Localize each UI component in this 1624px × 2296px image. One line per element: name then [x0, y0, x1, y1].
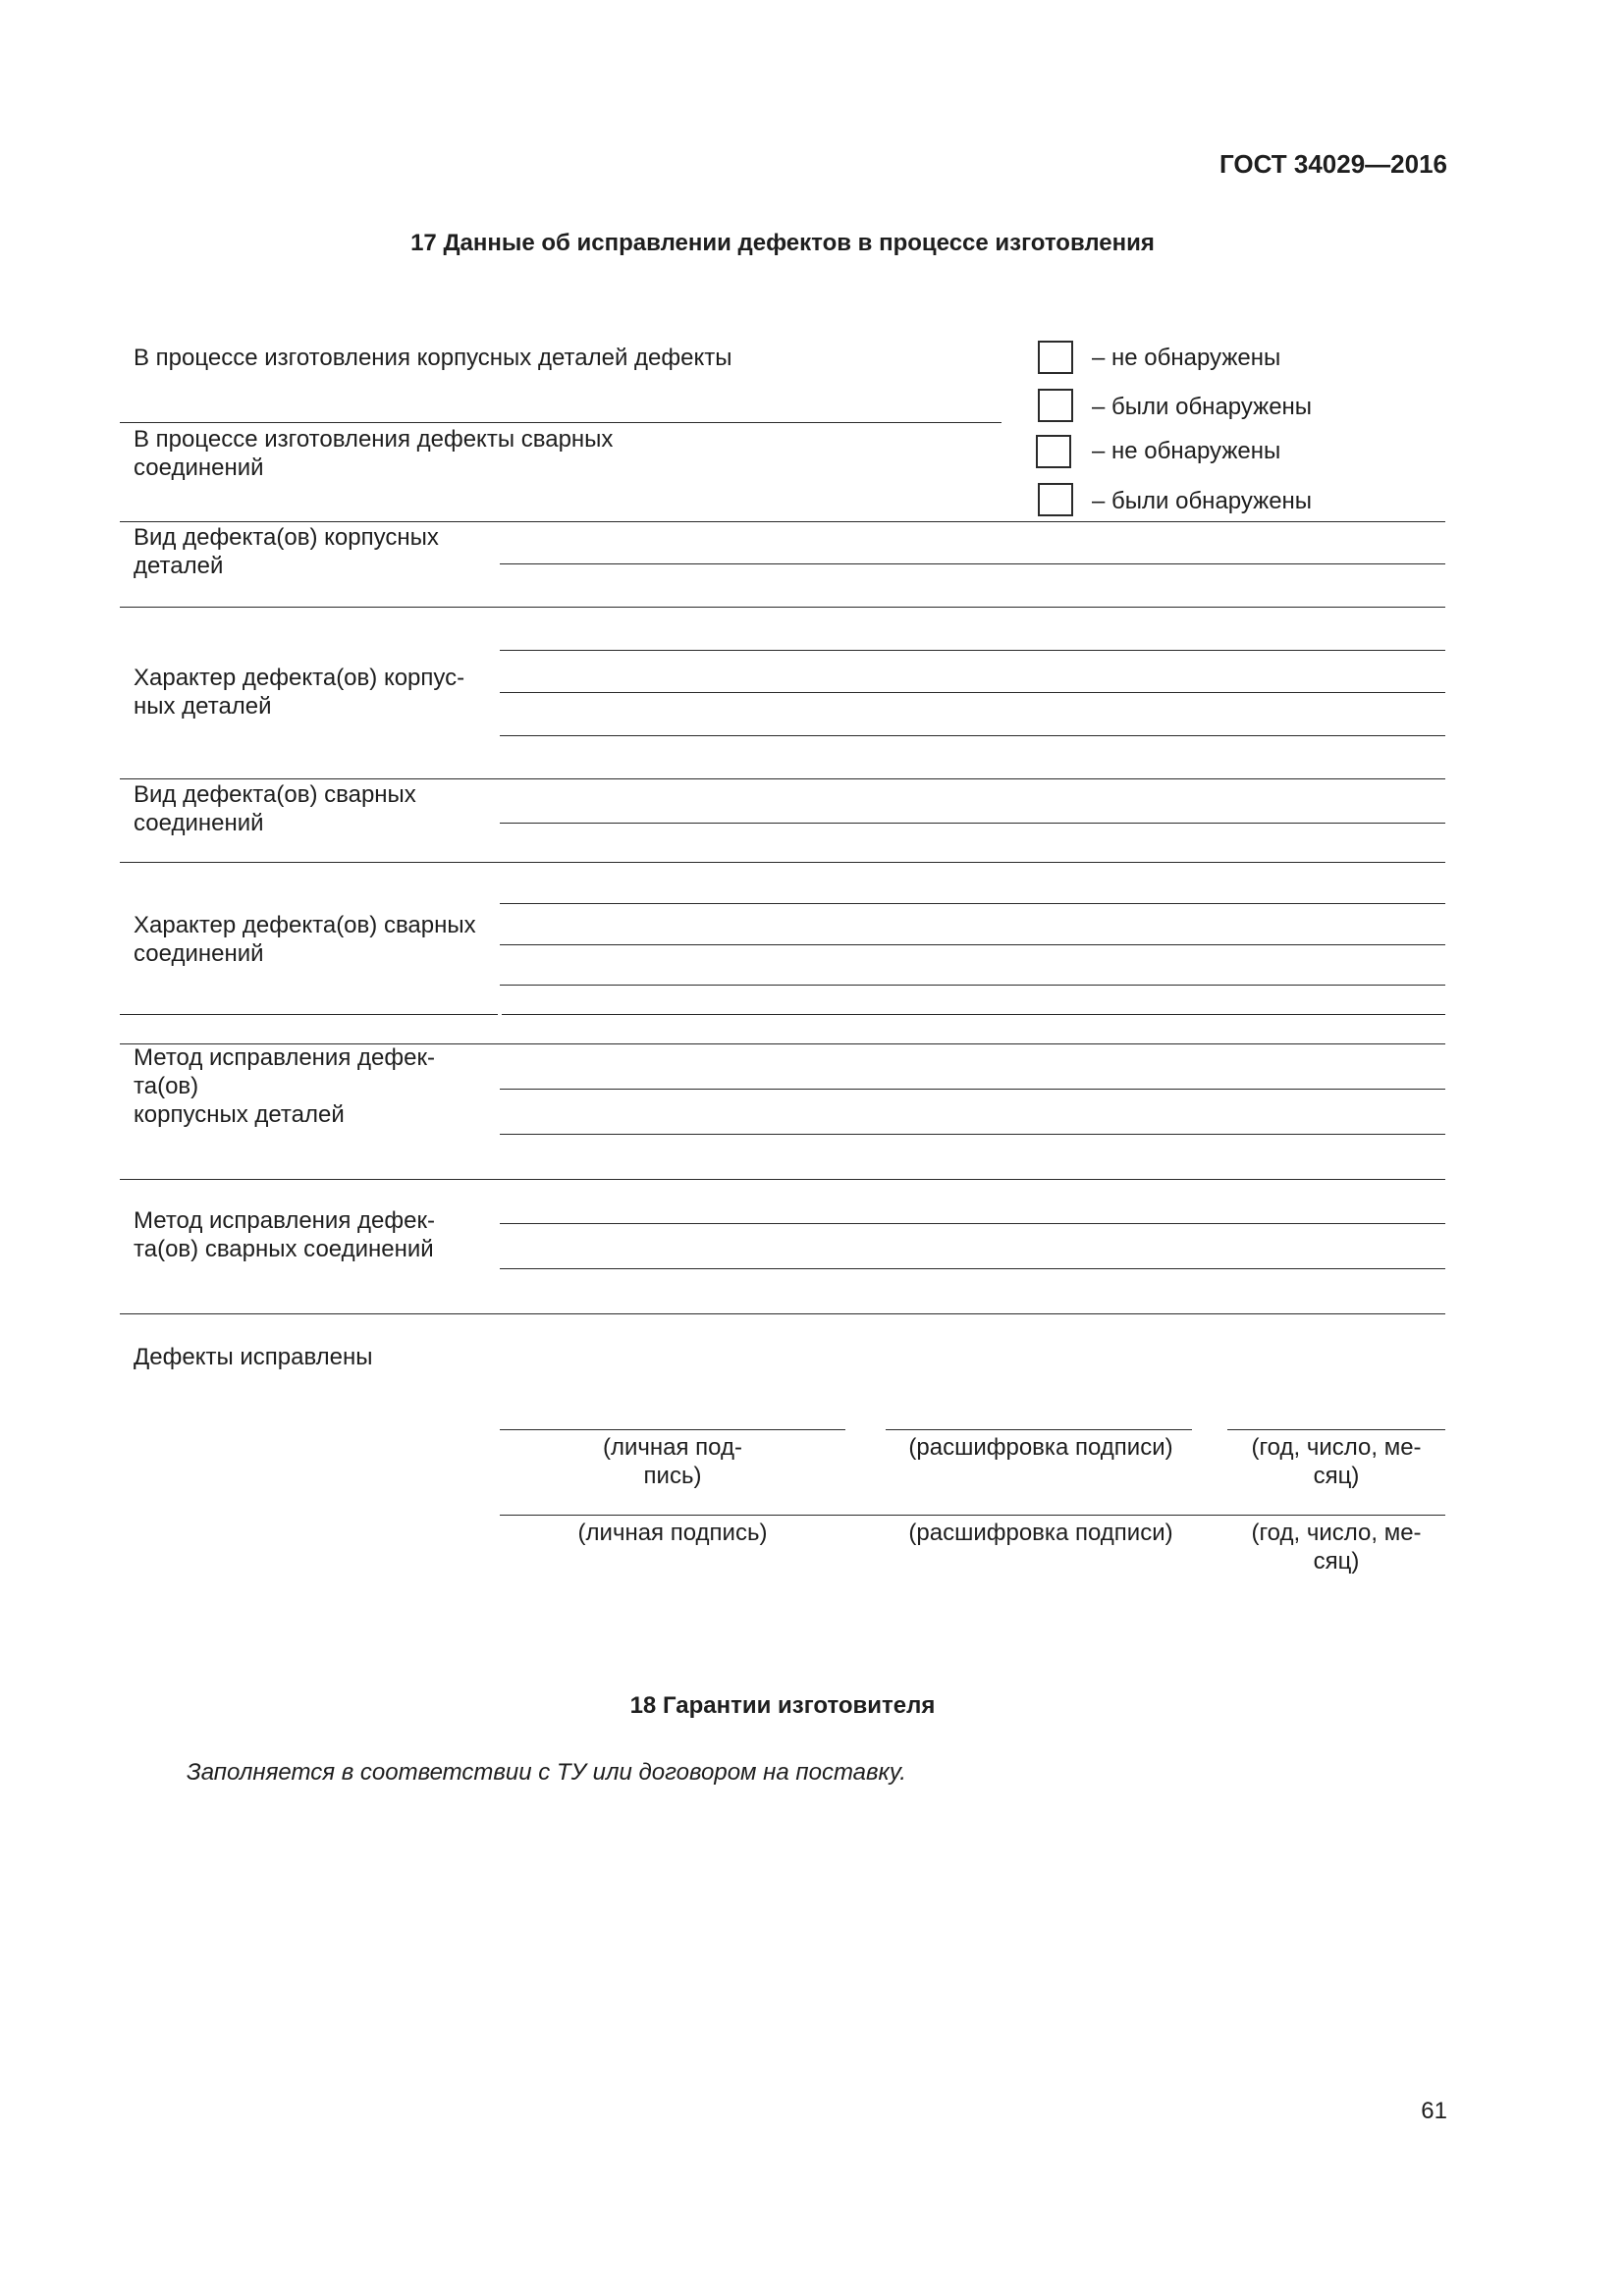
- section-17-title: 17 Данные об исправлении дефектов в процессе изготовления: [410, 230, 1155, 256]
- weld-defect-nature-label: Характер дефекта(ов) сварных соединений: [134, 912, 476, 967]
- weld-not-found-label: – не обнаружены: [1092, 438, 1281, 464]
- section-18-note: Заполняется в соответствии с ТУ или договором на поставку.: [187, 1759, 906, 1786]
- signature-date-caption: (год, число, ме- сяц): [1251, 1434, 1422, 1489]
- weld-defect-type-input-line[interactable]: [500, 823, 1445, 824]
- signature-date-line[interactable]: [1227, 1429, 1445, 1430]
- body-fix-method-input-line[interactable]: [500, 1134, 1445, 1135]
- body-defect-nature-input-line[interactable]: [500, 650, 1445, 651]
- separator-line: [120, 862, 1445, 863]
- page-number: 61: [1421, 2098, 1447, 2124]
- body-not-found-label: – не обнаружены: [1092, 345, 1281, 371]
- separator-line: [502, 1014, 1445, 1015]
- body-defect-nature-input-line[interactable]: [500, 735, 1445, 736]
- signature-line[interactable]: [500, 1429, 845, 1430]
- signature-decode-line[interactable]: [886, 1429, 1192, 1430]
- section-18-title: 18 Гарантии изготовителя: [629, 1692, 936, 1719]
- weld-found-checkbox[interactable]: [1038, 483, 1073, 516]
- weld-fix-method-label: Метод исправления дефек- та(ов) сварных соединений: [134, 1207, 435, 1262]
- defects-fixed-label: Дефекты исправлены: [134, 1344, 373, 1370]
- weld-fix-method-input-line[interactable]: [500, 1223, 1445, 1224]
- body-defect-type-input-line[interactable]: [500, 563, 1445, 564]
- weld-not-found-checkbox[interactable]: [1036, 435, 1071, 468]
- signature-decode-caption: (расшифровка подписи): [908, 1520, 1173, 1546]
- weld-fix-method-input-line[interactable]: [500, 1268, 1445, 1269]
- body-defect-nature-input-line[interactable]: [500, 692, 1445, 693]
- separator-line: [120, 1179, 1445, 1180]
- document-standard-number: ГОСТ 34029—2016: [1219, 149, 1447, 179]
- separator-line: [120, 778, 1445, 779]
- weld-defect-nature-input-line[interactable]: [500, 985, 1445, 986]
- separator-line: [120, 1313, 1445, 1314]
- body-fix-method-label: Метод исправления дефек- та(ов) корпусных деталей: [134, 1044, 435, 1128]
- signature-personal-caption: (личная подпись): [577, 1520, 768, 1546]
- signature-decode-caption: (расшифровка подписи): [908, 1434, 1173, 1461]
- body-not-found-checkbox[interactable]: [1038, 341, 1073, 374]
- signature-date-caption: (год, число, ме- сяц): [1251, 1520, 1422, 1575]
- weld-defect-type-label: Вид дефекта(ов) сварных соединений: [134, 781, 416, 836]
- body-fix-method-input-line[interactable]: [500, 1089, 1445, 1090]
- separator-line: [120, 607, 1445, 608]
- body-found-label: – были обнаружены: [1092, 394, 1313, 420]
- separator-line: [120, 521, 1445, 522]
- weld-defects-question: В процессе изготовления дефекты сварных соединений: [134, 426, 614, 481]
- separator-line: [120, 1014, 498, 1015]
- signature-line[interactable]: [500, 1515, 1445, 1516]
- body-defects-question: В процессе изготовления корпусных деталей дефекты: [134, 345, 732, 371]
- body-defect-nature-label: Характер дефекта(ов) корпус- ных деталей: [134, 665, 465, 720]
- weld-defect-nature-input-line[interactable]: [500, 944, 1445, 945]
- signature-personal-caption: (личная под- пись): [603, 1434, 742, 1489]
- body-found-checkbox[interactable]: [1038, 389, 1073, 422]
- weld-defect-nature-input-line[interactable]: [500, 903, 1445, 904]
- body-defect-type-label: Вид дефекта(ов) корпусных деталей: [134, 524, 439, 579]
- body-defects-separator: [120, 422, 1001, 423]
- weld-found-label: – были обнаружены: [1092, 488, 1313, 514]
